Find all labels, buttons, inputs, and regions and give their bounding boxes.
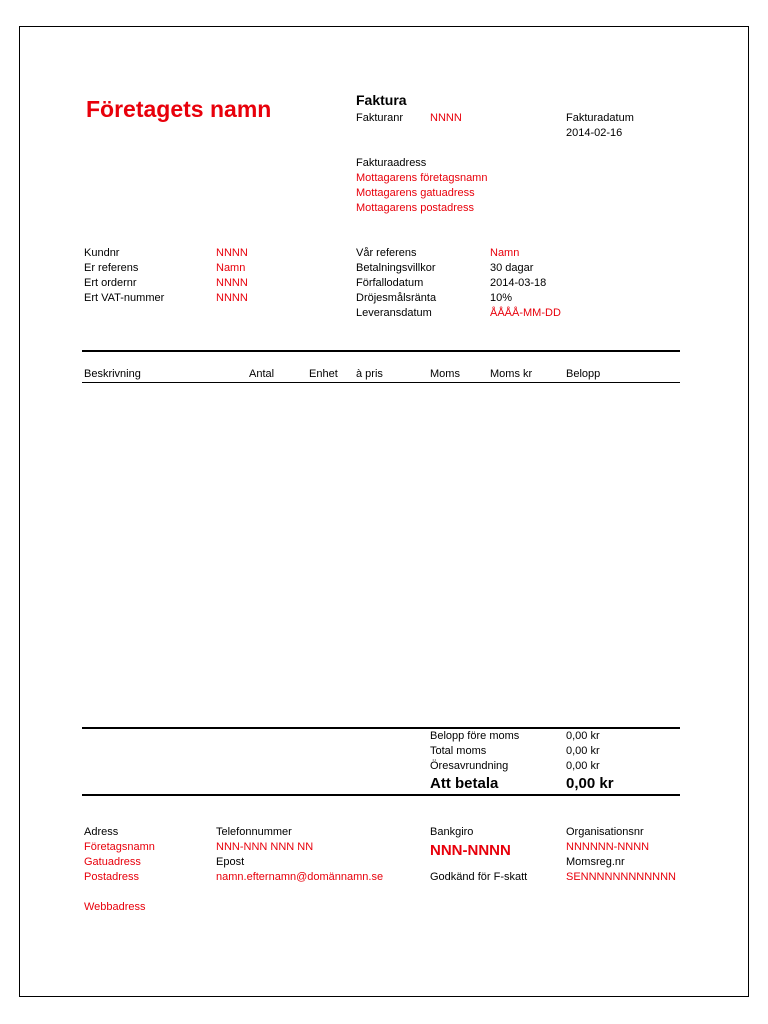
vat-number-label: Ert VAT-nummer	[84, 292, 165, 304]
col-vat-amount: Moms kr	[490, 368, 533, 380]
total-vat-value: 0,00 kr	[566, 745, 600, 757]
due-date-value: 2014-03-18	[490, 277, 547, 289]
invoice-page	[19, 26, 749, 997]
table-top-rule	[82, 350, 680, 352]
footer-address-label: Adress	[84, 826, 119, 838]
totals-top-rule	[82, 727, 680, 729]
invoice-date-value: 2014-02-16	[566, 127, 623, 139]
invoice-date-label: Fakturadatum	[566, 112, 634, 124]
footer-company-name: Företagsnamn	[84, 841, 155, 853]
invoice-number-value: NNNN	[430, 112, 462, 124]
recipient-company: Mottagarens företagsnamn	[356, 172, 488, 184]
our-reference-value: Namn	[490, 247, 520, 259]
footer-org-label: Organisationsnr	[566, 826, 644, 838]
footer-postal: Postadress	[84, 871, 140, 883]
order-number-value: NNNN	[216, 277, 248, 289]
invoice-number-label: Fakturanr	[356, 112, 404, 124]
your-reference-label: Er referens	[84, 262, 139, 274]
footer-email-label: Epost	[216, 856, 245, 868]
col-unit-price: à pris	[356, 368, 383, 380]
line-items-area[interactable]	[82, 384, 680, 726]
footer-org-value: NNNNNN-NNNN	[566, 841, 650, 853]
footer-phone-label: Telefonnummer	[216, 826, 292, 838]
payment-terms-value: 30 dagar	[490, 262, 534, 274]
col-unit: Enhet	[309, 368, 338, 380]
footer-web-address: Webbadress	[84, 901, 146, 913]
due-date-label: Förfallodatum	[356, 277, 424, 289]
company-name: Företagets namn	[86, 96, 272, 122]
amount-due-label: Att betala	[430, 775, 499, 792]
billing-address-label: Fakturaadress	[356, 157, 427, 169]
customer-number-label: Kundnr	[84, 247, 120, 259]
footer-bankgiro-label: Bankgiro	[430, 826, 474, 838]
col-vat: Moms	[430, 368, 460, 380]
recipient-street: Mottagarens gatuadress	[356, 187, 475, 199]
recipient-postal: Mottagarens postadress	[356, 202, 475, 214]
col-quantity: Antal	[249, 368, 275, 380]
total-vat-label: Total moms	[430, 745, 487, 757]
footer-bankgiro-value: NNN-NNNN	[430, 842, 511, 859]
payment-terms-label: Betalningsvillkor	[356, 262, 436, 274]
delivery-date-label: Leveransdatum	[356, 307, 432, 319]
footer-street: Gatuadress	[84, 856, 141, 868]
footer-fskatt-label: Godkänd för F-skatt	[430, 871, 528, 883]
footer-vat-label: Momsreg.nr	[566, 856, 625, 868]
footer-vat-value: SENNNNNNNNNNNN	[566, 871, 676, 883]
late-interest-label: Dröjesmålsränta	[356, 292, 437, 304]
rounding-value: 0,00 kr	[566, 760, 600, 772]
subtotal-value: 0,00 kr	[566, 730, 600, 742]
col-description: Beskrivning	[84, 368, 141, 380]
amount-due-value: 0,00 kr	[566, 775, 614, 792]
our-reference-label: Vår referens	[356, 247, 417, 259]
footer-email-value: namn.efternamn@domännamn.se	[216, 871, 384, 883]
customer-number-value: NNNN	[216, 247, 248, 259]
your-reference-value: Namn	[216, 262, 246, 274]
vat-number-value: NNNN	[216, 292, 248, 304]
late-interest-value: 10%	[490, 292, 513, 304]
table-header-rule	[82, 382, 680, 383]
rounding-label: Öresavrundning	[430, 760, 509, 772]
delivery-date-value: ÅÅÅÅ-MM-DD	[490, 307, 561, 319]
footer-phone-value: NNN-NNN NNN NN	[216, 841, 314, 853]
col-amount: Belopp	[566, 368, 601, 380]
subtotal-label: Belopp före moms	[430, 730, 520, 742]
invoice-title: Faktura	[356, 92, 407, 108]
order-number-label: Ert ordernr	[84, 277, 137, 289]
totals-bottom-rule	[82, 794, 680, 796]
